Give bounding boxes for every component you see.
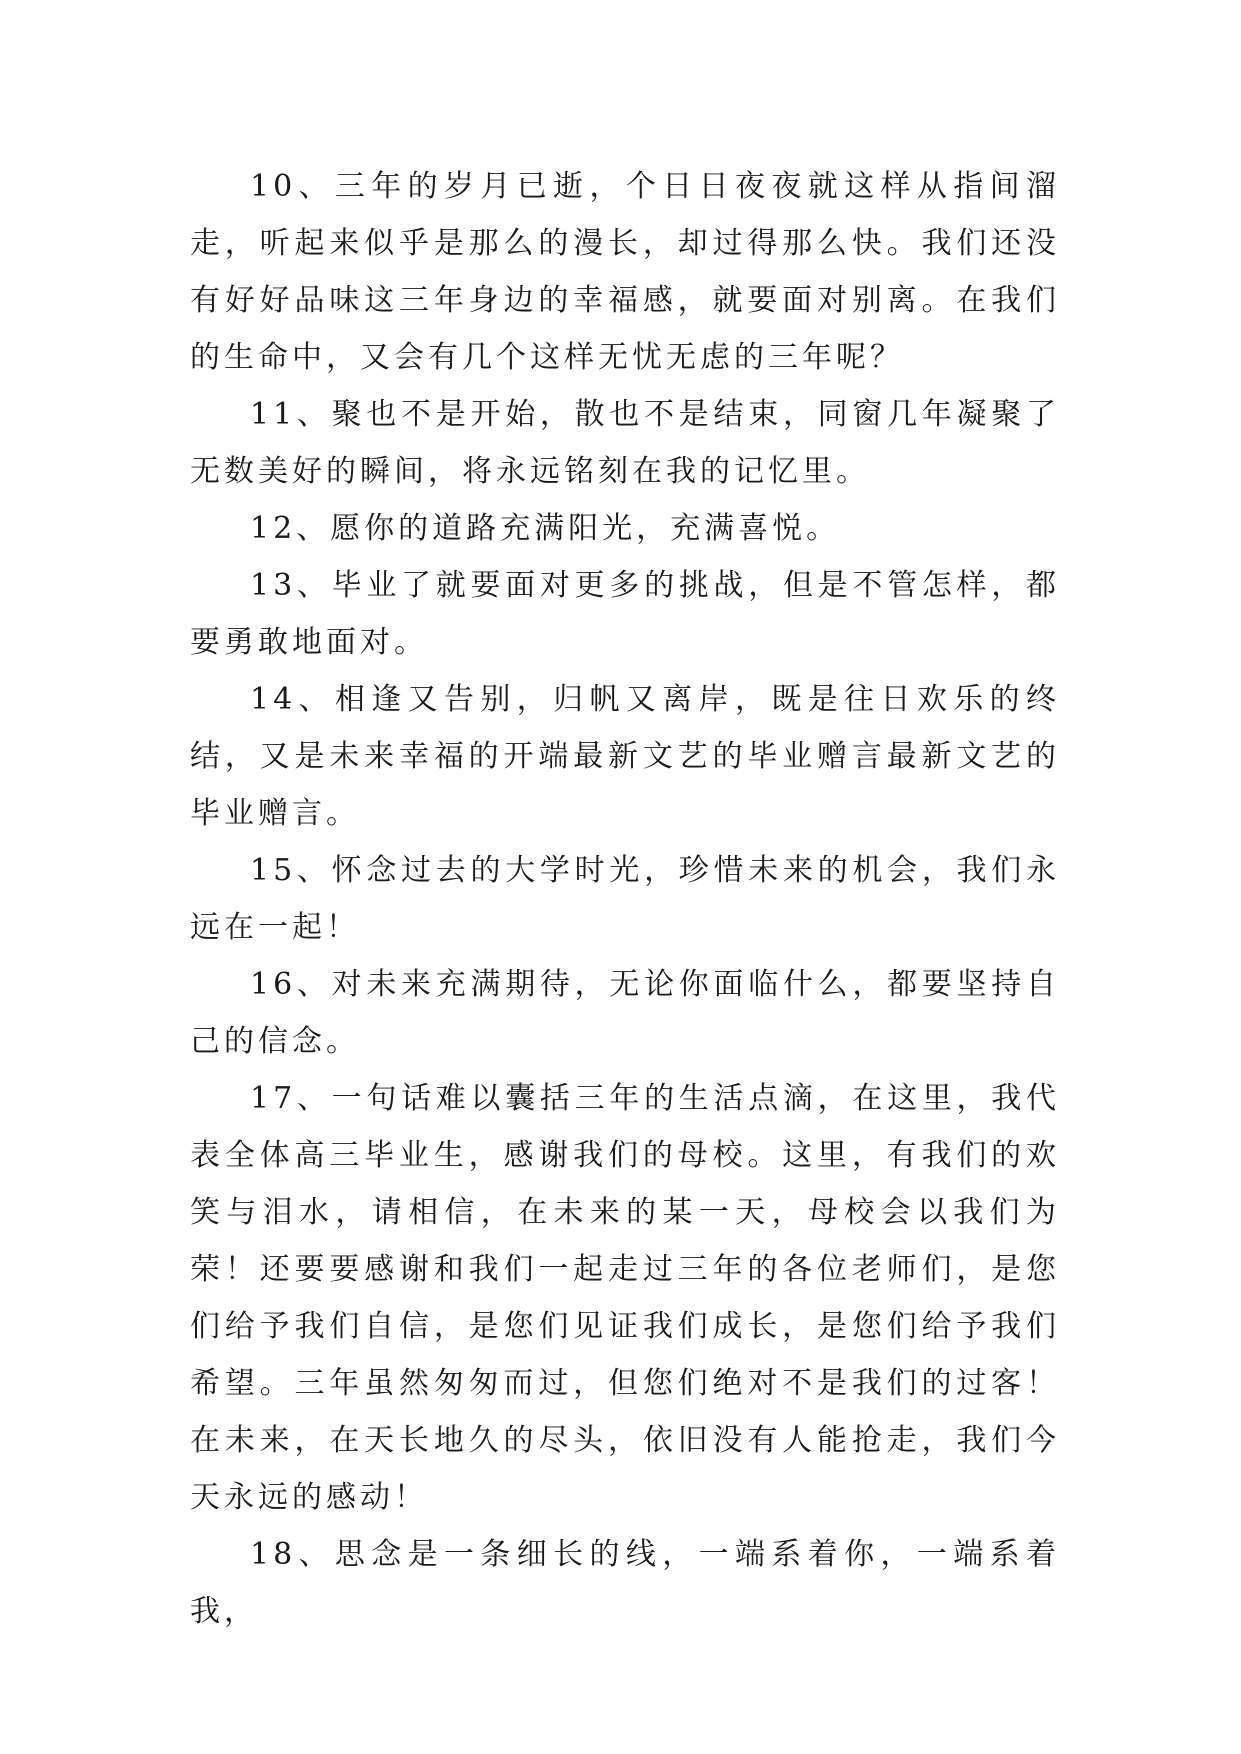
paragraph-14: 14、相逢又告别，归帆又离岸，既是往日欢乐的终结，又是未来幸福的开端最新文艺的毕业赠言最新文艺的毕业赠言。 (190, 682, 1060, 831)
paragraph-18: 18、思念是一条细长的线，一端系着你，一端系着我， (190, 1537, 1060, 1629)
paragraph-12: 12、愿你的道路充满阳光，充满喜悦。 (250, 511, 841, 546)
paragraph-15: 15、怀念过去的大学时光，珍惜未来的机会，我们永远在一起！ (190, 853, 1060, 945)
paragraph-13: 13、毕业了就要面对更多的挑战，但是不管怎样，都要勇敢地面对。 (190, 568, 1060, 660)
document-body (190, 158, 1060, 1640)
paragraph-11: 11、聚也不是开始，散也不是结束，同窗几年凝聚了无数美好的瞬间，将永远铭刻在我的记忆里。 (190, 397, 1060, 489)
paragraph-17: 17、一句话难以囊括三年的生活点滴，在这里，我代表全体高三毕业生，感谢我们的母校。这里，有我们的欢笑与泪水，请相信，在未来的某一天，母校会以我们为荣！还要要感谢和我们一起走过三年的各位老师们，是您们给予我们自信，是您们见证我们成长，是您们给予我们希望。三年虽然匆匆而过，但您们绝对不是我们的过客！在未来，在天长地久的尽头，依旧没有人能抢走，我们今天永远的感动！ (190, 1081, 1060, 1515)
paragraph-16: 16、对未来充满期待，无论你面临什么，都要坚持自己的信念。 (190, 967, 1060, 1059)
paragraph-10: 10、三年的岁月已逝，个日日夜夜就这样从指间溜走，听起来似乎是那么的漫长，却过得那么快。我们还没有好好品味这三年身边的幸福感，就要面对别离。在我们的生命中，又会有几个这样无忧无虑的三年呢？ (190, 169, 1060, 375)
